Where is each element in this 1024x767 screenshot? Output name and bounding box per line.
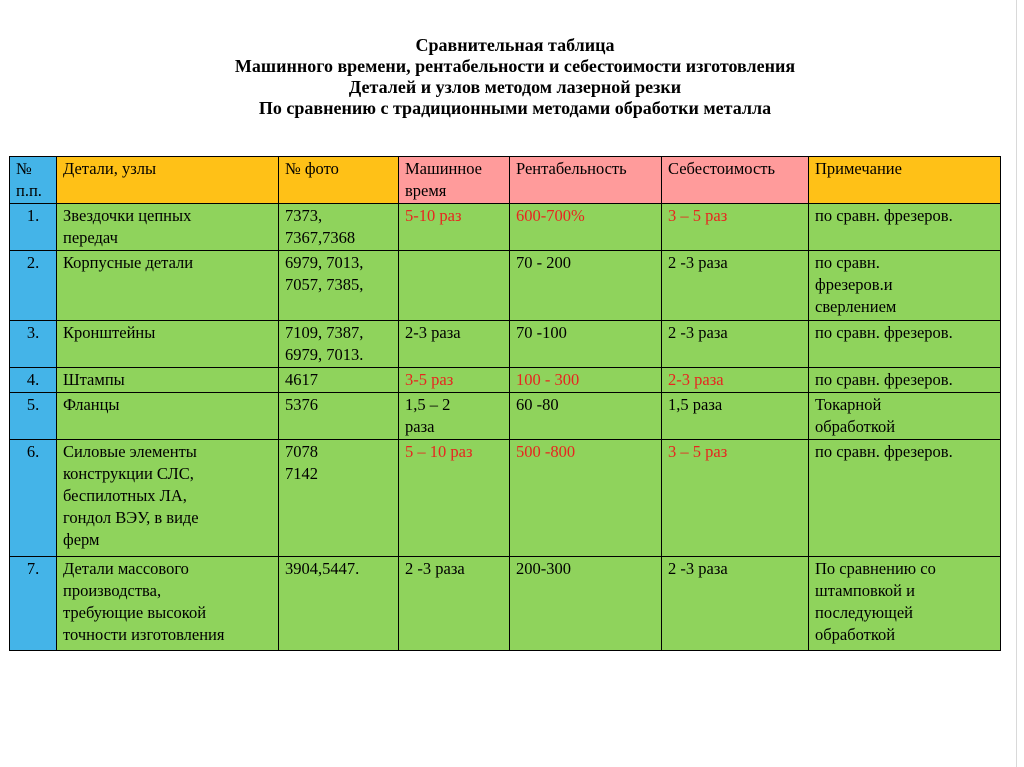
cell-time: 5-10 раз bbox=[399, 204, 510, 251]
cell-rent: 200-300 bbox=[510, 557, 662, 651]
cell-time: 5 – 10 раз bbox=[399, 440, 510, 557]
cell-time: 1,5 – 2 раза bbox=[399, 393, 510, 440]
cell-rent: 60 -80 bbox=[510, 393, 662, 440]
title-line-3: Деталей и узлов методом лазерной резки bbox=[348, 77, 682, 97]
table-row bbox=[10, 440, 1001, 557]
cell-name: Детали массового производства, требующие высокой точности изготовления bbox=[57, 557, 279, 651]
cell-rent: 100 - 300 bbox=[510, 368, 662, 393]
cell-num: 5. bbox=[10, 393, 57, 440]
cell-name: Фланцы bbox=[57, 393, 279, 440]
comparison-table bbox=[9, 156, 1001, 651]
cell-photo: 5376 bbox=[279, 393, 399, 440]
cell-note: по сравн. фрезеров. bbox=[809, 204, 1001, 251]
cell-cost: 2 -3 раза bbox=[662, 321, 809, 368]
header-time: Машинное время bbox=[399, 157, 510, 204]
cell-rent: 600-700% bbox=[510, 204, 662, 251]
cell-num: 2. bbox=[10, 251, 57, 321]
page-title bbox=[100, 35, 930, 119]
cell-rent: 500 -800 bbox=[510, 440, 662, 557]
title-line-1: Сравнительная таблица bbox=[415, 35, 615, 55]
table-header-row bbox=[10, 157, 1001, 204]
cell-num: 6. bbox=[10, 440, 57, 557]
table-row bbox=[10, 321, 1001, 368]
cell-num: 3. bbox=[10, 321, 57, 368]
cell-cost: 3 – 5 раз bbox=[662, 204, 809, 251]
table-row bbox=[10, 204, 1001, 251]
title-line-2: Машинного времени, рентабельности и себестоимости изготовления bbox=[234, 56, 796, 76]
cell-time: 3-5 раз bbox=[399, 368, 510, 393]
table-row bbox=[10, 368, 1001, 393]
cell-cost: 3 – 5 раз bbox=[662, 440, 809, 557]
table-row bbox=[10, 557, 1001, 651]
header-photo: № фото bbox=[279, 157, 399, 204]
cell-rent: 70 -100 bbox=[510, 321, 662, 368]
header-note: Примечание bbox=[809, 157, 1001, 204]
table-row bbox=[10, 393, 1001, 440]
cell-num: 7. bbox=[10, 557, 57, 651]
cell-note: по сравн. фрезеров. bbox=[809, 321, 1001, 368]
header-name: Детали, узлы bbox=[57, 157, 279, 204]
cell-name: Корпусные детали bbox=[57, 251, 279, 321]
cell-cost: 2 -3 раза bbox=[662, 557, 809, 651]
cell-photo: 3904,5447. bbox=[279, 557, 399, 651]
cell-note: Токарной обработкой bbox=[809, 393, 1001, 440]
cell-note: По сравнению со штамповкой и последующей обработкой bbox=[809, 557, 1001, 651]
header-cost: Себестоимость bbox=[662, 157, 809, 204]
table-row bbox=[10, 251, 1001, 321]
cell-photo: 7078 7142 bbox=[279, 440, 399, 557]
header-rent: Рентабельность bbox=[510, 157, 662, 204]
cell-photo: 6979, 7013, 7057, 7385, bbox=[279, 251, 399, 321]
cell-time: 2-3 раза bbox=[399, 321, 510, 368]
cell-note: по сравн. фрезеров. bbox=[809, 368, 1001, 393]
cell-note: по сравн. фрезеров.и сверлением bbox=[809, 251, 1001, 321]
cell-photo: 4617 bbox=[279, 368, 399, 393]
cell-num: 1. bbox=[10, 204, 57, 251]
cell-name: Силовые элементы конструкции СЛС, беспилотных ЛА, гондол ВЭУ, в виде ферм bbox=[57, 440, 279, 557]
cell-cost: 1,5 раза bbox=[662, 393, 809, 440]
cell-photo: 7109, 7387, 6979, 7013. bbox=[279, 321, 399, 368]
cell-note: по сравн. фрезеров. bbox=[809, 440, 1001, 557]
cell-num: 4. bbox=[10, 368, 57, 393]
header-num: № п.п. bbox=[10, 157, 57, 204]
cell-cost: 2 -3 раза bbox=[662, 251, 809, 321]
cell-rent: 70 - 200 bbox=[510, 251, 662, 321]
cell-time: 2 -3 раза bbox=[399, 557, 510, 651]
cell-cost: 2-3 раза bbox=[662, 368, 809, 393]
cell-name: Штампы bbox=[57, 368, 279, 393]
slide-edge-divider bbox=[1016, 0, 1017, 767]
cell-time bbox=[399, 251, 510, 321]
cell-photo: 7373, 7367,7368 bbox=[279, 204, 399, 251]
cell-name: Кронштейны bbox=[57, 321, 279, 368]
cell-name: Звездочки цепных передач bbox=[57, 204, 279, 251]
title-line-4: По сравнению с традиционными методами обработки металла bbox=[258, 98, 772, 118]
